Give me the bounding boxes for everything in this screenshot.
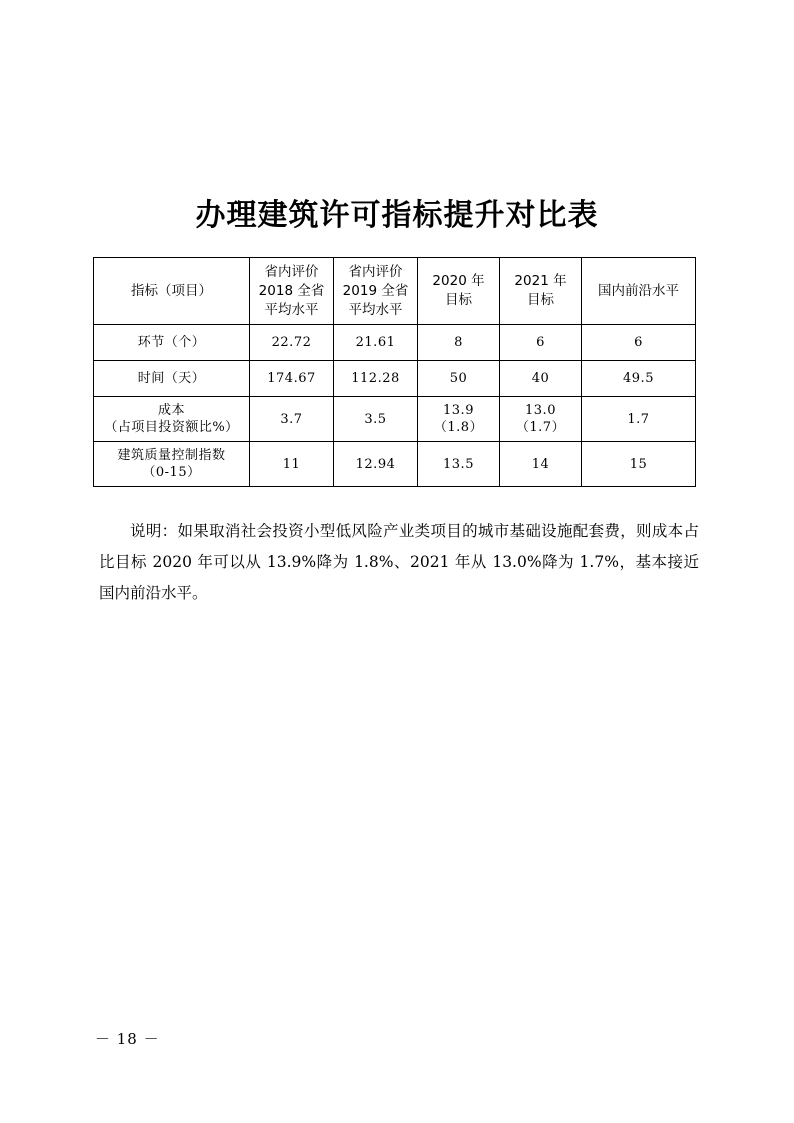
header-line: 2018 全省: [258, 282, 325, 299]
cell-line: （1.8）: [433, 420, 484, 435]
table-cell: 12.94: [334, 442, 418, 487]
table-cell: 15: [582, 442, 696, 487]
table-cell: 50: [418, 361, 500, 397]
header-line: 目标: [445, 292, 472, 308]
header-cell-2021-target: [500, 258, 582, 325]
row-label: 时间（天）: [94, 361, 250, 397]
header-cell-2019: [334, 258, 418, 325]
row-label-line: （占项目投资额比%）: [104, 420, 239, 435]
table-cell: 22.72: [250, 325, 334, 361]
header-cell-indicator: [94, 258, 250, 325]
table-cell: 21.61: [334, 325, 418, 361]
page-number: － 18 －: [95, 1030, 160, 1048]
table-row: [94, 361, 696, 397]
row-label: 环节（个）: [94, 325, 250, 361]
cell-line: （1.7）: [515, 420, 566, 435]
table-cell: [500, 397, 582, 442]
table-cell: 174.67: [250, 361, 334, 397]
header-cell-2020-target: [418, 258, 500, 325]
cell-line: 13.0: [525, 403, 556, 418]
table-cell: 3.5: [334, 397, 418, 442]
table-cell: 112.28: [334, 361, 418, 397]
header-line: 省内评价: [264, 263, 319, 280]
row-label-line: 成本: [157, 403, 185, 418]
table-cell: 13.5: [418, 442, 500, 487]
explanation-note: 说明：如果取消社会投资小型低风险产业类项目的城市基础设施配套费，则成本占比目标 2020 年可以从 13.9%降为 1.8%、2021 年从 13.0%降为 1.7%，基本接近国内前沿水平。: [99, 521, 699, 602]
table-cell: 8: [418, 325, 500, 361]
table-cell: 14: [500, 442, 582, 487]
header-line: 2020 年: [432, 273, 485, 289]
header-line: 平均水平: [348, 301, 403, 318]
header-line: 指标（项目）: [131, 282, 212, 299]
table-row: [94, 325, 696, 361]
document-title: 办理建筑许可指标提升对比表: [195, 198, 599, 233]
row-label: [94, 397, 250, 442]
header-line: 省内评价: [348, 263, 403, 280]
table-header-row: [94, 258, 696, 325]
row-label-line: （0-15）: [142, 465, 201, 480]
table-cell: [418, 397, 500, 442]
row-label-line: 建筑质量控制指数: [117, 448, 226, 463]
header-cell-frontier: [582, 258, 696, 325]
table-row: [94, 442, 696, 487]
table-cell: 3.7: [250, 397, 334, 442]
table-cell: 6: [582, 325, 696, 361]
row-label: [94, 442, 250, 487]
header-line: 2021 年: [514, 273, 567, 289]
table-row: [94, 397, 696, 442]
header-line: 平均水平: [264, 301, 319, 318]
comparison-table: [93, 257, 696, 487]
table-cell: 6: [500, 325, 582, 361]
header-line: 2019 全省: [342, 282, 409, 299]
cell-line: 13.9: [443, 403, 474, 418]
table-cell: 40: [500, 361, 582, 397]
header-line: 国内前沿水平: [598, 282, 679, 299]
header-line: 目标: [527, 292, 554, 308]
table-cell: 11: [250, 442, 334, 487]
table-cell: 49.5: [582, 361, 696, 397]
header-cell-2018: [250, 258, 334, 325]
table-cell: 1.7: [582, 397, 696, 442]
